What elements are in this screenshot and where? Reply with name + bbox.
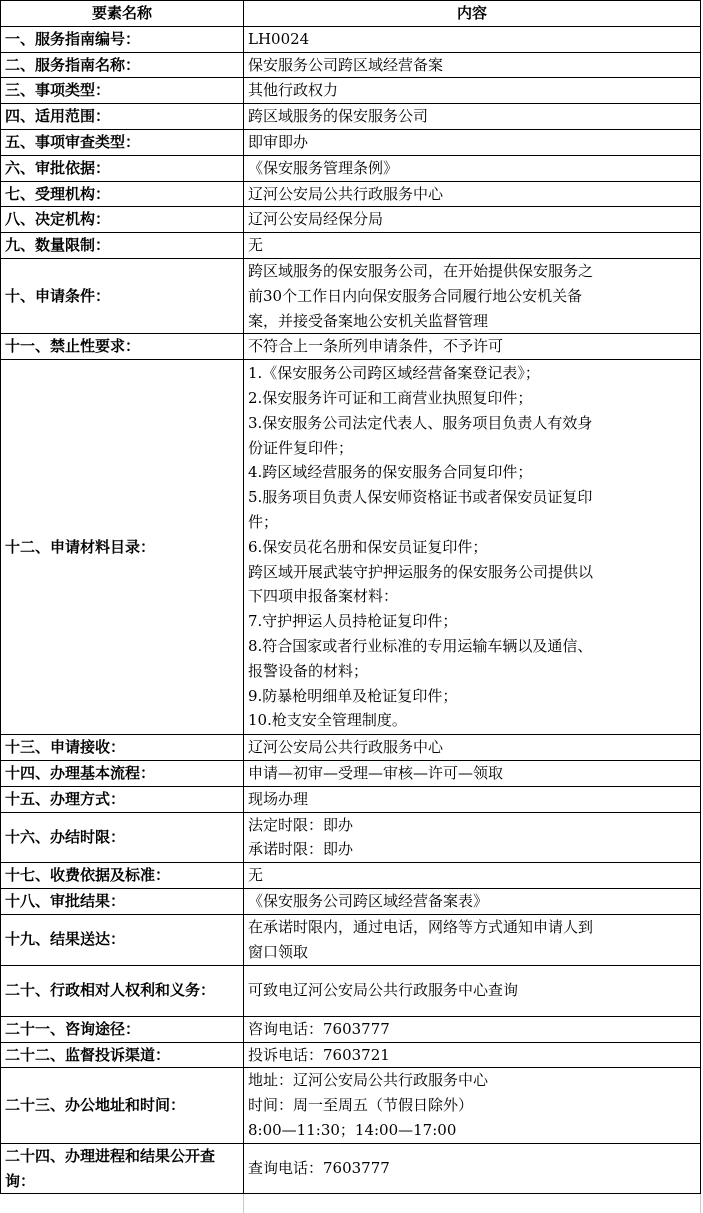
table-row	[1, 1068, 701, 1143]
row-label: 十五、办理方式：	[1, 786, 244, 812]
row-content	[244, 258, 701, 333]
content-line: 辽河公安局经保分局	[248, 210, 384, 229]
empty-cell	[1, 1194, 244, 1213]
row-label: 一、服务指南编号：	[1, 26, 244, 52]
content-line: 4.跨区域经营服务的保安服务合同复印件；	[248, 463, 533, 482]
table-row	[1, 360, 701, 735]
row-content	[244, 1042, 701, 1068]
row-label: 六、审批依据：	[1, 155, 244, 181]
content-line: 《保安服务公司跨区域经营备案表》	[248, 891, 489, 910]
table-row	[1, 104, 701, 130]
content-line: 可致电辽河公安局公共行政服务中心查询	[248, 981, 519, 1000]
empty-cell	[244, 1194, 701, 1213]
content-line: 跨区域服务的保安服务公司	[248, 107, 429, 126]
content-line: 8.符合国家或者行业标准的专用运输车辆以及通信、	[248, 636, 593, 655]
table-header-row	[1, 1, 701, 27]
table-row	[1, 334, 701, 360]
row-content	[244, 1143, 701, 1194]
content-line: 咨询电话：7603777	[248, 1019, 390, 1038]
content-line: 下四项申报备案材料：	[248, 587, 399, 606]
row-label: 十三、申请接收：	[1, 735, 244, 761]
table-row	[1, 155, 701, 181]
row-label: 二十二、监督投诉渠道：	[1, 1042, 244, 1068]
content-line: 查询电话：7603777	[248, 1159, 390, 1178]
content-line: 案，并接受备案地公安机关监督管理	[248, 311, 489, 330]
row-content	[244, 1016, 701, 1042]
table-row	[1, 965, 701, 1016]
table-row	[1, 233, 701, 259]
content-line: 5.服务项目负责人保安师资格证书或者保安员证复印	[248, 488, 593, 507]
row-label: 二、服务指南名称：	[1, 52, 244, 78]
row-label: 三、事项类型：	[1, 78, 244, 104]
table-row	[1, 258, 701, 333]
row-label: 十二、申请材料目录：	[1, 360, 244, 735]
content-line: 申请—初审—受理—审核—许可—领取	[248, 763, 504, 782]
row-label: 十四、办理基本流程：	[1, 760, 244, 786]
row-content	[244, 181, 701, 207]
row-label: 十六、办结时限：	[1, 812, 244, 863]
row-content	[244, 863, 701, 889]
row-content	[244, 360, 701, 735]
content-line: 7.守护押运人员持枪证复印件；	[248, 612, 458, 631]
row-content	[244, 735, 701, 761]
content-line: 窗口领取	[248, 942, 309, 961]
content-line: 跨区域开展武装守护押运服务的保安服务公司提供以	[248, 562, 594, 581]
row-content	[244, 129, 701, 155]
content-line: 即审即办	[248, 132, 309, 151]
row-content	[244, 760, 701, 786]
content-line: 10.枪支安全管理制度。	[248, 711, 407, 730]
table-row	[1, 181, 701, 207]
content-line: 承诺时限：即办	[248, 840, 354, 859]
row-content	[244, 155, 701, 181]
table-row	[1, 207, 701, 233]
content-line: 投诉电话：7603721	[248, 1045, 390, 1064]
table-row	[1, 1042, 701, 1068]
table-row	[1, 52, 701, 78]
row-label: 二十、行政相对人权利和义务：	[1, 965, 244, 1016]
row-content	[244, 965, 701, 1016]
table-row	[1, 863, 701, 889]
table-row	[1, 735, 701, 761]
row-label: 二十四、办理进程和结果公开查询：	[1, 1143, 244, 1194]
header-element-name: 要素名称	[1, 1, 244, 27]
content-line: 8:00—11:30；14:00—17:00	[248, 1120, 457, 1139]
row-label: 五、事项审查类型：	[1, 129, 244, 155]
row-content	[244, 914, 701, 965]
row-content	[244, 78, 701, 104]
row-label: 十八、审批结果：	[1, 888, 244, 914]
content-line: 报警设备的材料；	[248, 661, 369, 680]
row-label: 十九、结果送达：	[1, 914, 244, 965]
header-content: 内容	[244, 1, 701, 27]
content-line: 无	[248, 866, 264, 885]
row-content	[244, 52, 701, 78]
content-line: 其他行政权力	[248, 81, 339, 100]
row-content	[244, 26, 701, 52]
content-line: 2.保安服务许可证和工商营业执照复印件；	[248, 388, 533, 407]
row-label: 二十三、办公地址和时间：	[1, 1068, 244, 1143]
content-line: 件；	[248, 512, 279, 531]
content-line: 3.保安服务公司法定代表人、服务项目负责人有效身	[248, 413, 593, 432]
row-label: 十一、禁止性要求：	[1, 334, 244, 360]
row-label: 九、数量限制：	[1, 233, 244, 259]
row-content	[244, 334, 701, 360]
row-label: 四、适用范围：	[1, 104, 244, 130]
row-label: 八、决定机构：	[1, 207, 244, 233]
row-label: 十、申请条件：	[1, 258, 244, 333]
content-line: 前30个工作日内向保安服务合同履行地公安机关备	[248, 286, 583, 305]
table-row	[1, 1016, 701, 1042]
table-row	[1, 786, 701, 812]
content-line: 跨区域服务的保安服务公司，在开始提供保安服务之	[248, 261, 594, 280]
content-line: 地址：辽河公安局公共行政服务中心	[248, 1071, 489, 1090]
row-content	[244, 1068, 701, 1143]
content-line: 辽河公安局公共行政服务中心	[248, 184, 444, 203]
row-content	[244, 786, 701, 812]
table-row	[1, 1143, 701, 1194]
content-line: 1.《保安服务公司跨区域经营备案登记表》；	[248, 364, 540, 383]
table-row	[1, 760, 701, 786]
table-row	[1, 888, 701, 914]
row-content	[244, 812, 701, 863]
content-line: 辽河公安局公共行政服务中心	[248, 738, 444, 757]
row-label: 十七、收费依据及标准：	[1, 863, 244, 889]
content-line: LH0024	[248, 29, 310, 48]
row-label: 二十一、咨询途径：	[1, 1016, 244, 1042]
content-line: 份证件复印件；	[248, 438, 354, 457]
content-line: 9.防暴枪明细单及枪证复印件；	[248, 686, 458, 705]
table-row	[1, 129, 701, 155]
row-content	[244, 104, 701, 130]
row-content	[244, 207, 701, 233]
content-line: 保安服务公司跨区域经营备案	[248, 55, 444, 74]
row-label: 七、受理机构：	[1, 181, 244, 207]
content-line: 不符合上一条所列申请条件，不予许可	[248, 337, 504, 356]
content-line: 在承诺时限内，通过电话，网络等方式通知申请人到	[248, 917, 594, 936]
content-line: 现场办理	[248, 789, 309, 808]
empty-row	[1, 1194, 701, 1213]
table-row	[1, 812, 701, 863]
row-content	[244, 233, 701, 259]
table-row	[1, 914, 701, 965]
content-line: 无	[248, 236, 264, 255]
content-line: 6.保安员花名册和保安员证复印件；	[248, 537, 488, 556]
row-content	[244, 888, 701, 914]
content-line: 时间：周一至周五（节假日除外）	[248, 1096, 474, 1115]
table-row	[1, 26, 701, 52]
content-line: 《保安服务管理条例》	[248, 158, 399, 177]
content-line: 法定时限：即办	[248, 815, 354, 834]
table-row	[1, 78, 701, 104]
